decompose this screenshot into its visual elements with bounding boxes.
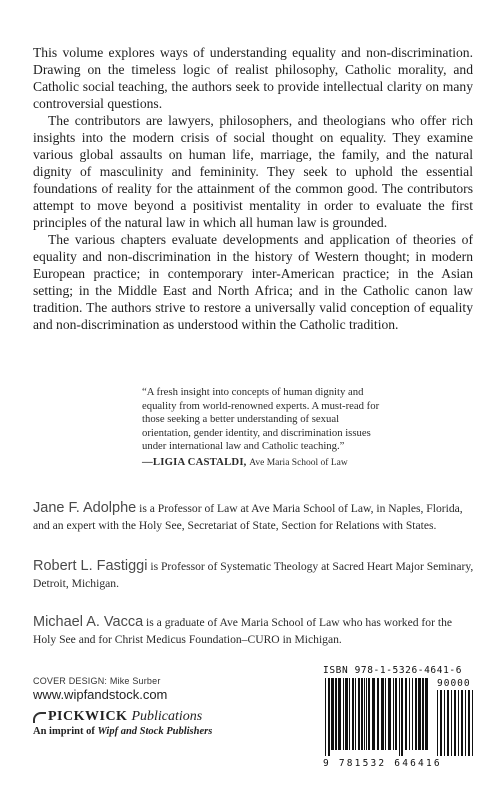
barcode-addon-bar (472, 690, 473, 756)
barcode-bar (372, 678, 375, 750)
isbn-number: ISBN 978-1-5326-4641-6 (323, 665, 463, 676)
editor-bio-fastiggi (33, 558, 475, 592)
barcode-bar (385, 678, 386, 750)
barcode-bar (409, 678, 410, 750)
barcode-bar (393, 678, 394, 750)
endorser-affiliation: Ave Maria School of Law (249, 457, 348, 468)
publisher-subtitle: Publications (131, 709, 203, 724)
barcode-bar (361, 678, 363, 750)
editor-name: Michael A. Vacca (33, 614, 144, 630)
barcode-bar (425, 678, 428, 750)
pickwick-logo-icon (33, 712, 46, 723)
barcode-addon-bar (440, 690, 442, 756)
editor-name: Robert L. Fastiggi (33, 558, 148, 574)
barcode-bar (331, 678, 334, 750)
barcode-addon-bar (451, 690, 452, 756)
barcode-bar (405, 678, 407, 750)
endorsement (142, 386, 388, 470)
publisher-name: PICKWICK (48, 709, 128, 724)
barcode-addon-bar (465, 690, 466, 756)
barcode-bar (415, 678, 417, 750)
barcode-bar (328, 678, 330, 756)
imprint-line (33, 726, 243, 737)
barcode-addon-bar (437, 690, 438, 756)
imprint-name: Wipf and Stock Publishers (97, 726, 213, 737)
barcode-bar (418, 678, 421, 750)
barcode-bar (352, 678, 354, 750)
barcode-bar (377, 678, 379, 750)
barcode-bar (364, 678, 365, 750)
barcode-bar (381, 678, 384, 750)
barcode-addon-bar (458, 690, 459, 756)
editor-bio-vacca (33, 614, 475, 648)
barcode-addon-bar (444, 690, 445, 756)
barcode-bar (422, 678, 424, 750)
barcode-digits: 9 781532 646416 (323, 758, 442, 769)
barcode-bar (343, 678, 344, 750)
barcode-bar (388, 678, 391, 750)
description-paragraph-2: The contributors are lawyers, philosophers, and theologians who offer rich insights into the modern crisis of social thought on equality. They examine various global assaults on human life, marriage, the family, and the natural dignity of masculinity and femininity. They seek to uphold the essential foundations of reality for the attainment of the common good. The contributors attempt to move beyond a positivist mentality in order to evaluate the first principles of the natural law in which all human law is grounded. (33, 113, 473, 230)
barcode-bar (338, 678, 341, 750)
barcode-addon-bar (447, 690, 449, 756)
imprint-prefix: An imprint of (33, 726, 98, 737)
barcode-bar (395, 678, 397, 750)
editor-name: Jane F. Adolphe (33, 500, 137, 516)
barcode-addon-number: 90000 (437, 678, 471, 689)
barcode-bar (358, 678, 360, 750)
barcode-icon (317, 676, 481, 758)
editor-bio-adolphe (33, 500, 475, 534)
barcode-bar (325, 678, 326, 756)
endorser-name: —LIGIA CASTALDI, (142, 455, 247, 468)
barcode-bar (349, 678, 350, 750)
barcode-bar (368, 678, 370, 750)
description-paragraph-1: This volume explores ways of understanding equality and non-discrimination. Drawing on the timeless logic of realist philosophy, Catholic morality, and Catholic social teaching, the authors seek to provide intellectual clarity on many controversial questions. (33, 45, 473, 111)
description (33, 44, 473, 333)
publisher-logo (33, 709, 243, 725)
barcode-bar (399, 678, 400, 756)
publisher-website: www.wipfandstock.com (33, 687, 168, 702)
publisher-credits (33, 676, 243, 737)
barcode-bar (412, 678, 413, 750)
barcode-bar (345, 678, 348, 750)
isbn-barcode (317, 662, 481, 773)
endorsement-attribution (142, 456, 388, 471)
description-paragraph-3: The various chapters evaluate developments and application of theories of equality and non-discrimination in the history of Western thought; in modern European practice; in contemporary inter-American practice; in the Asian setting; in the Middle East and North Africa; and in the Catholic canon law tradition. The authors strive to restore a universally valid conception of equality and non-discrimination as understood within the Catholic tradition. (33, 232, 473, 332)
editor-bio-text: is a graduate of Ave Maria School of Law who has worked for the Holy See and for Christ Medicus Foundation–CURO in Michigan. (33, 616, 453, 646)
editor-bio-text: is a Professor of Law at Ave Maria School of Law, in Naples, Florida, and an expert with the Holy See, Secretariat of State, Section for Relations with States. (33, 502, 463, 532)
editor-bio-text: is Professor of Systematic Theology at Sacred Heart Major Seminary, Detroit, Michigan. (33, 560, 474, 590)
barcode-bar (355, 678, 356, 750)
barcode-addon-bar (454, 690, 456, 756)
endorsement-quote: “A fresh insight into concepts of human dignity and equality from world-renowned experts. A must-read for those seeking a better understanding of sexual orientation, gender identity, and discrimination issues under international law and Catholic teaching.” (142, 386, 380, 452)
cover-design-credit: COVER DESIGN: Mike Surber (33, 676, 161, 686)
barcode-addon-bar (461, 690, 463, 756)
barcode-bar (335, 678, 337, 750)
barcode-addon-bar (468, 690, 470, 756)
barcode-bar (366, 678, 367, 750)
barcode-bar (401, 678, 403, 756)
